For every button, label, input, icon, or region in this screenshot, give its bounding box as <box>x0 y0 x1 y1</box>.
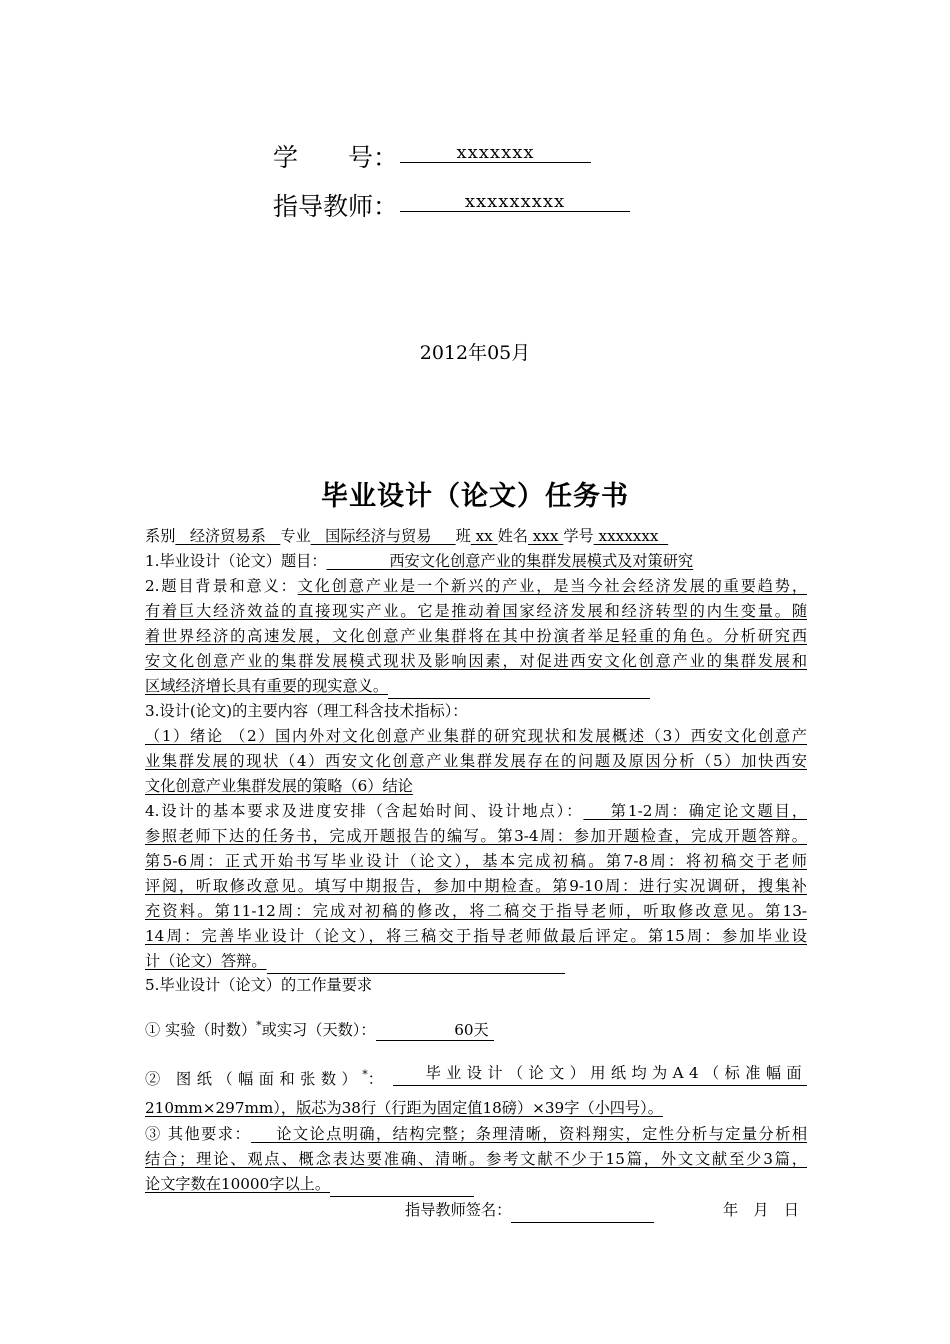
schedule-line-3: 第5-6周：正式开始书写毕业设计（论文），基本完成初稿。第7-8周：将初稿交于老师 <box>145 852 807 870</box>
other-line-1: 论文论点明确，结构完整；条理清晰，资料翔实，定性分析与定量分析相 <box>276 1125 808 1143</box>
background-line-5: 区域经济增长具有重要的现实意义。 <box>145 677 388 695</box>
topic-line <box>145 549 807 574</box>
schedule-fill-line <box>267 955 565 974</box>
drawing-label: ② 图纸（幅面和张数） <box>145 1070 363 1089</box>
background-label: 2.题目背景和意义： <box>145 577 298 595</box>
signature-date: 年 月 日 <box>723 1201 799 1219</box>
sid-label: 学号 <box>563 527 594 545</box>
sid-value: xxxxxxx <box>598 527 659 545</box>
drawing-section <box>145 1062 807 1121</box>
workload-label: 5.毕业设计（论文）的工作量要求 <box>145 976 373 994</box>
content-line-2: 业集群发展的现状（4）西安文化创意产业集群发展存在的问题及原因分析（5）加快西安 <box>145 752 807 770</box>
student-id-label: 学 号： <box>273 143 399 172</box>
content-line-1: （1）绪论 （2）国内外对文化创意产业集群的研究现状和发展概述（3）西安文化创意产 <box>145 727 807 745</box>
drawing-colon: ： <box>367 1070 383 1089</box>
schedule-section <box>145 799 807 974</box>
drawing-line-1: 毕业设计（论文）用纸均为A4（标准幅面 <box>393 1062 807 1086</box>
cover-date: 2012年05月 <box>419 342 531 364</box>
class-label: 班 <box>455 527 471 545</box>
student-id-value: xxxxxxx <box>400 142 591 163</box>
major-value: 国际经济与贸易 <box>325 527 432 545</box>
other-fill-line <box>330 1178 474 1197</box>
topic-label: 1.毕业设计（论文）题目： <box>145 552 327 570</box>
class-value: xx <box>475 527 493 545</box>
task-book-title: 毕业设计（论文）任务书 <box>321 481 629 512</box>
student-info-line <box>145 524 807 549</box>
experiment-line <box>145 1013 807 1043</box>
background-line-4: 安文化创意产业的集群发展模式现状及影响因素，对促进西安文化创意产业的集群发展和 <box>145 652 807 670</box>
schedule-line-2: 参照老师下达的任务书，完成开题报告的编写。第3-4周：参加开题检查，完成开题答辩。 <box>145 827 807 845</box>
background-line-2: 有着巨大经济效益的直接现实产业。它是推动着国家经济发展和经济转型的内生变量。随 <box>145 602 807 620</box>
dept-label: 系别 <box>145 527 176 545</box>
drawing-star: * <box>362 1068 368 1081</box>
name-value: xxx <box>532 527 559 545</box>
experiment-star: * <box>256 1019 262 1032</box>
experiment-label-2: 或实习（天数）： <box>261 1021 376 1040</box>
major-label: 专业 <box>280 527 311 545</box>
signature-field[interactable] <box>511 1204 654 1223</box>
topic-value: 西安文化创意产业的集群发展模式及对策研究 <box>389 552 694 570</box>
other-section <box>145 1122 807 1197</box>
schedule-line-6: 14周：完善毕业设计（论文），将三稿交于指导老师做最后评定。第15周：参加毕业设 <box>145 927 807 945</box>
background-line-1: 文化创意产业是一个新兴的产业，是当今社会经济发展的重要趋势， <box>297 577 808 595</box>
experiment-label: ① 实验（时数） <box>145 1021 257 1040</box>
content-section <box>145 699 807 799</box>
schedule-label: 4.设计的基本要求及进度安排（含起始时间、设计地点）： <box>145 802 584 820</box>
other-line-2: 结合；理论、观点、概念表达要准确、清晰。参考文献不少于15篇，外文文献至少3篇， <box>145 1150 807 1168</box>
signature-line <box>405 1198 654 1223</box>
content-label: 3.设计(论文)的主要内容（理工科含技术指标）： <box>145 702 468 720</box>
content-line-3: 文化创意产业集群发展的策略（6）结论 <box>145 777 413 795</box>
dept-value: 经济贸易系 <box>189 527 266 545</box>
other-line-3: 论文字数在10000字以上。 <box>145 1175 331 1193</box>
advisor-value: xxxxxxxxx <box>400 191 630 212</box>
schedule-line-4: 评阅，听取修改意见。填写中期报告，参加中期检查。第9-10周：进行实况调研，搜集补 <box>145 877 807 895</box>
signature-label: 指导教师签名： <box>405 1201 512 1219</box>
background-fill-line <box>388 680 650 699</box>
drawing-line-2: 210mm×297mm），版芯为38行（行距为固定值18磅）×39字（小四号）。 <box>145 1099 663 1117</box>
name-label: 姓名 <box>497 527 528 545</box>
experiment-value: 60天 <box>454 1021 489 1040</box>
background-section <box>145 574 807 699</box>
background-line-3: 着世界经济的高速发展，文化创意产业集群将在其中扮演者举足轻重的角色。分析研究西 <box>145 627 807 645</box>
schedule-line-5: 充资料。第11-12周：完成对初稿的修改，将二稿交于指导老师，听取修改意见。第13- <box>145 902 807 920</box>
other-label: ③ 其他要求： <box>145 1125 252 1143</box>
advisor-label: 指导教师： <box>273 192 399 221</box>
schedule-line-7: 计（论文）答辩。 <box>145 952 267 970</box>
schedule-line-1: 第1-2周：确定论文题目， <box>610 802 808 820</box>
